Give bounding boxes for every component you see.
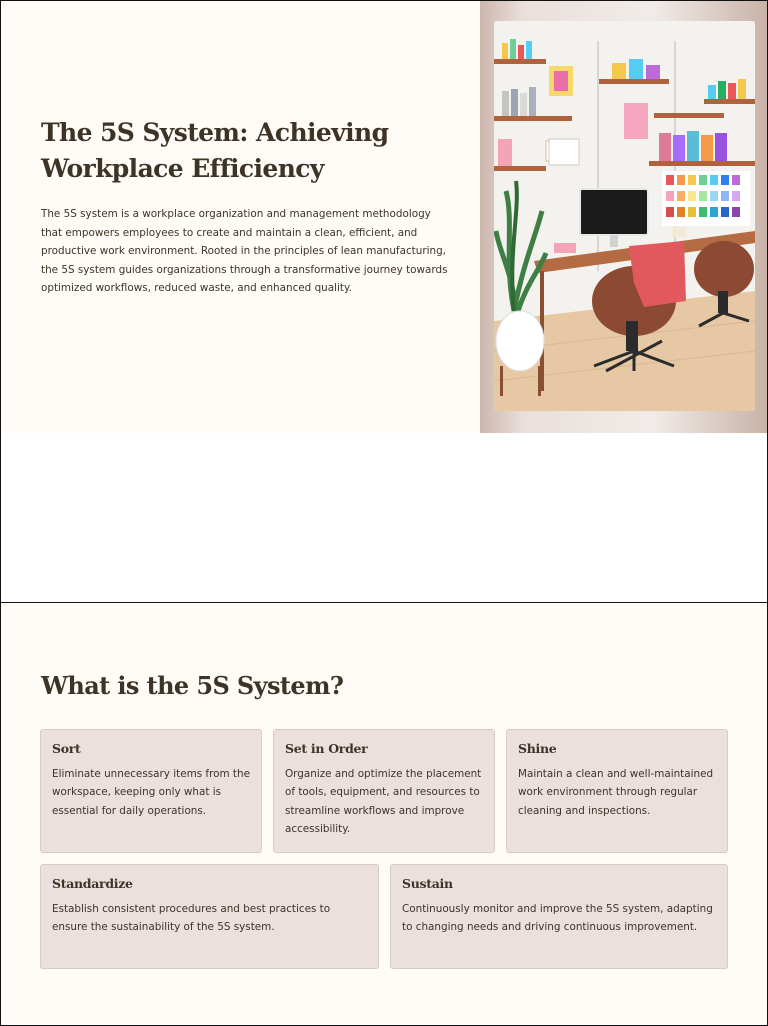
office-photo-illustration: [494, 21, 755, 411]
card-sort: [40, 729, 262, 853]
photo-panel: [480, 1, 767, 433]
card-text: Organize and optimize the placement of tools, equipment, and resources to streamline workflows and improve accessibility.: [285, 768, 482, 836]
office-photo: [494, 21, 755, 411]
card-title: Standardize: [52, 876, 133, 891]
hero-section: [1, 1, 767, 433]
hero-description: The 5S system is a workplace organization and management methodology that empowers employees to create and maintain a clean, efficient, and productive work environment. Rooted in the principles of lean manufacturing, the 5S system guides organizations through a transformative journey towards optimized workflows, reduced waste, and enhanced quality.: [41, 208, 448, 295]
section-title: What is the 5S System?: [41, 671, 344, 700]
card-title: Sort: [52, 741, 81, 756]
card-text: Maintain a clean and well-maintained work environment through regular cleaning and inspections.: [518, 768, 714, 817]
overview-slide: [0, 602, 768, 1026]
card-text: Continuously monitor and improve the 5S system, adapting to changing needs and driving continuous improvement.: [402, 903, 713, 934]
card-set-in-order: [273, 729, 495, 853]
card-shine: [506, 729, 728, 853]
card-text: Eliminate unnecessary items from the workspace, keeping only what is essential for daily operations.: [52, 768, 250, 817]
card-standardize: [40, 864, 379, 969]
card-title: Sustain: [402, 876, 453, 891]
card-sustain: [390, 864, 728, 969]
card-text: Establish consistent procedures and best practices to ensure the sustainability of the 5S system.: [52, 903, 331, 934]
card-title: Shine: [518, 741, 557, 756]
card-title: Set in Order: [285, 741, 368, 756]
hero-title: The 5S System: Achieving Workplace Efficiency: [41, 118, 389, 183]
